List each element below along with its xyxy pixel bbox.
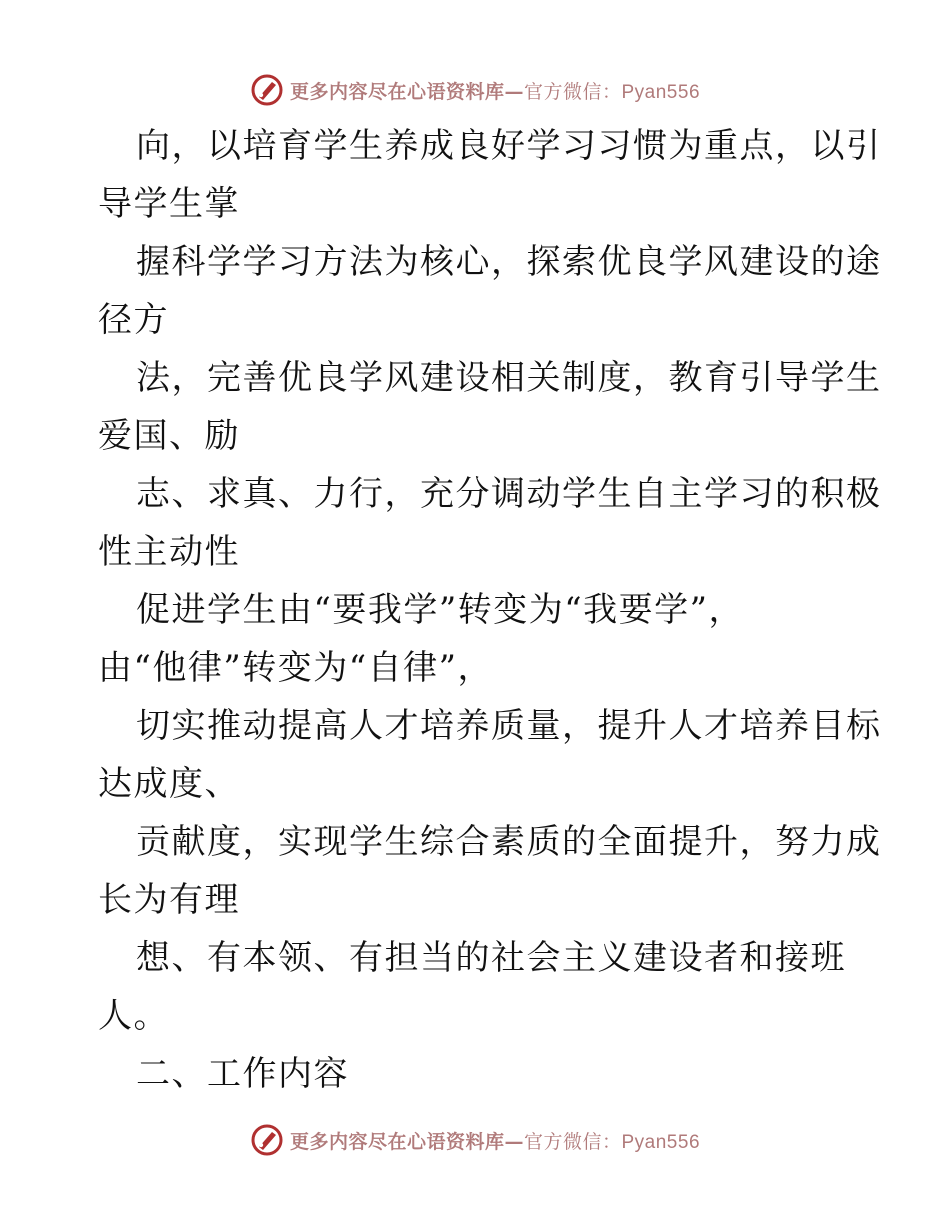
document-body bbox=[98, 117, 888, 1103]
paragraph-line: 想、有本领、有担当的社会主义建设者和接班 bbox=[136, 938, 846, 978]
paragraph-line: 爱国、励 bbox=[98, 416, 240, 456]
paragraph-line: 达成度、 bbox=[98, 764, 240, 804]
paragraph-line: 握科学学习方法为核心，探索优良学风建设的途 bbox=[136, 242, 882, 282]
footer-watermark bbox=[0, 1120, 950, 1160]
paragraph-line: 向，以培育学生养成良好学习习惯为重点，以引 bbox=[136, 126, 882, 166]
paragraph-line: 径方 bbox=[98, 300, 169, 340]
watermark-text: 更多内容尽在心语资料库—官方微信：Pyan556 bbox=[289, 1130, 701, 1153]
paragraph-line: 导学生掌 bbox=[98, 184, 240, 224]
watermark-text: 更多内容尽在心语资料库—官方微信：Pyan556 bbox=[289, 80, 701, 103]
pen-circle-logo-icon bbox=[250, 73, 284, 107]
paragraph-line: 促进学生由“要我学”转变为“我要学”， bbox=[136, 590, 745, 630]
paragraph-line: 贡献度，实现学生综合素质的全面提升，努力成 bbox=[136, 822, 882, 862]
paragraph-line: 法，完善优良学风建设相关制度，教育引导学生 bbox=[136, 358, 882, 398]
pen-circle-logo-icon bbox=[250, 1123, 284, 1157]
header-watermark bbox=[0, 70, 950, 110]
section-heading: 二、工作内容 bbox=[136, 1054, 349, 1094]
paragraph-line: 切实推动提高人才培养质量，提升人才培养目标 bbox=[136, 706, 882, 746]
paragraph-line: 长为有理 bbox=[98, 880, 240, 920]
paragraph-line: 人。 bbox=[98, 996, 169, 1036]
paragraph-line: 由“他律”转变为“自律”， bbox=[98, 648, 494, 688]
paragraph-line: 志、求真、力行，充分调动学生自主学习的积极 bbox=[136, 474, 882, 514]
paragraph-line: 性主动性 bbox=[98, 532, 240, 572]
